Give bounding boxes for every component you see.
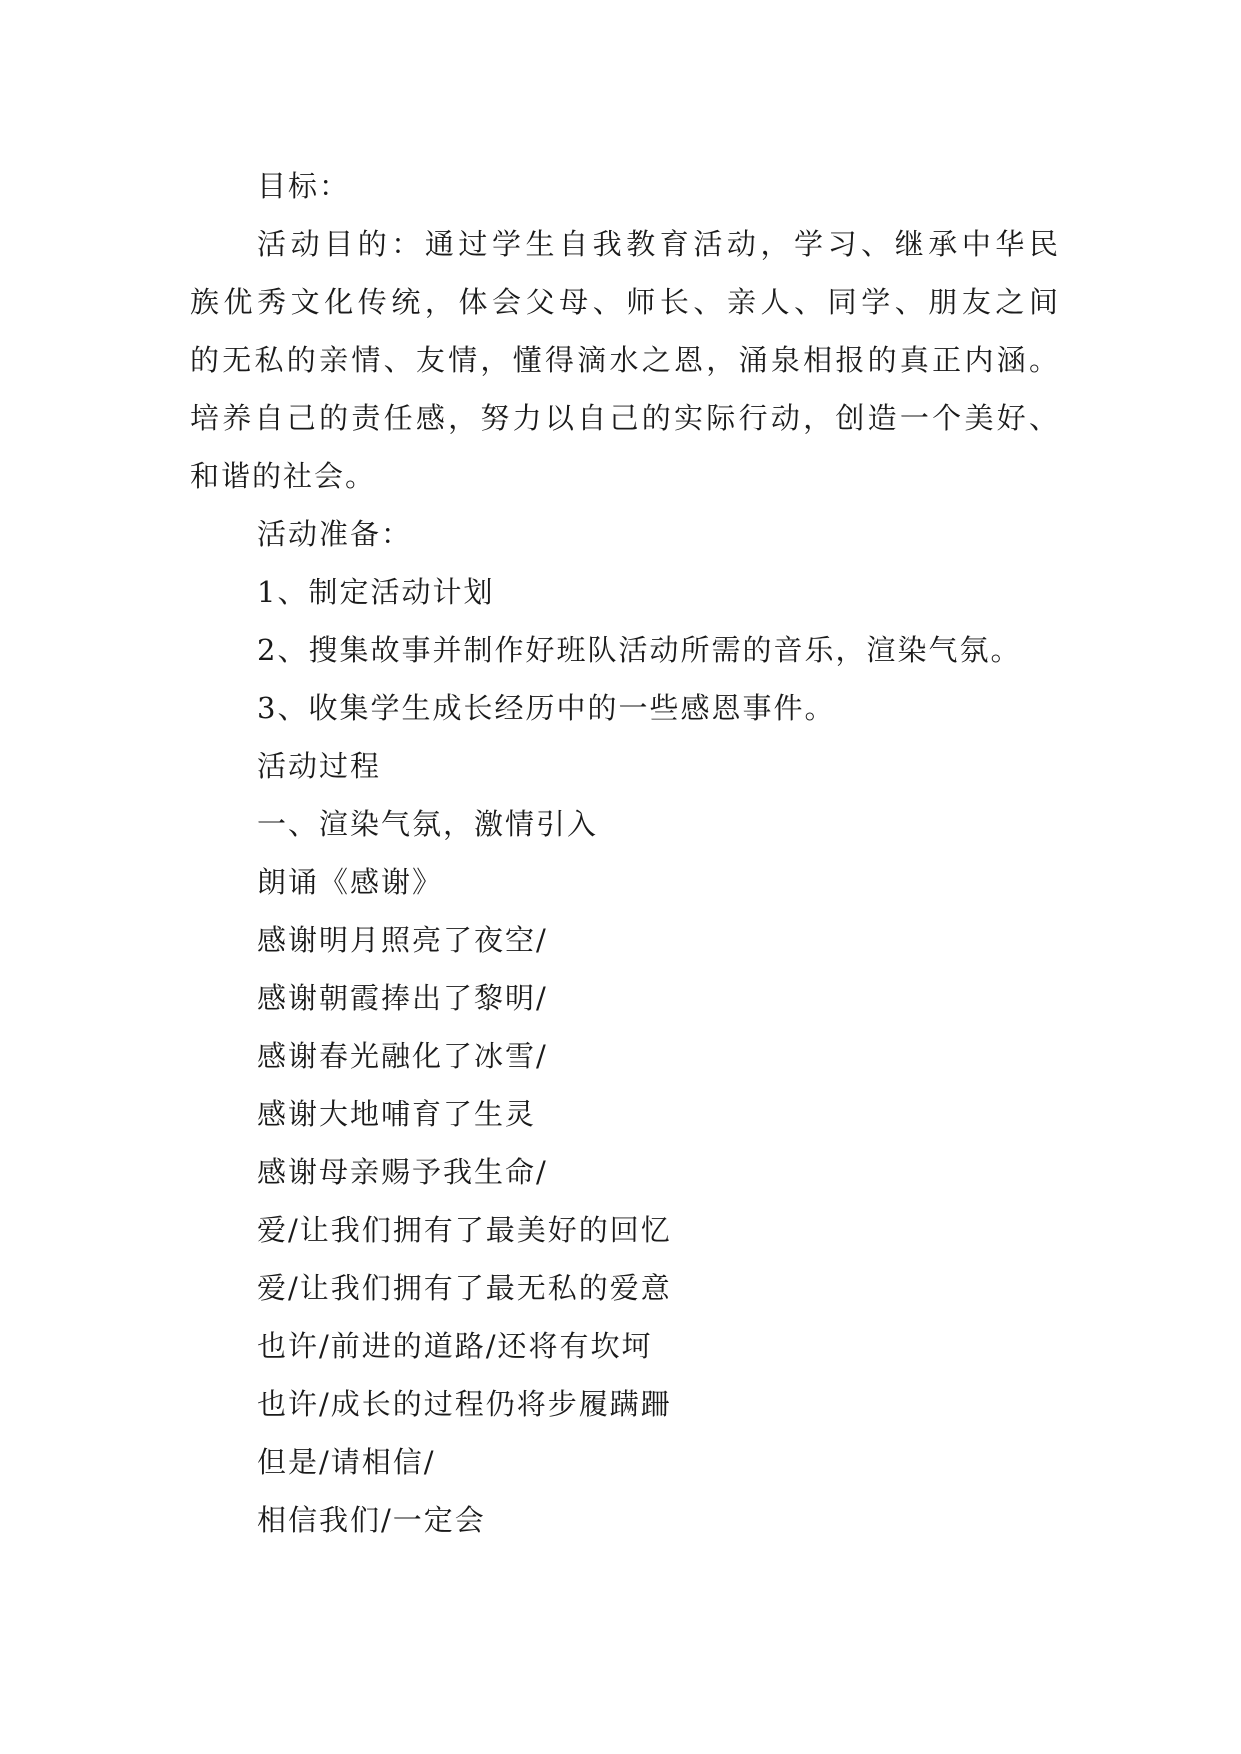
poem-line: 感谢明月照亮了夜空/ — [257, 923, 548, 957]
paragraph-line: 活动目的：通过学生自我教育活动，学习、继承中华民 — [257, 227, 1058, 261]
poem-line: 但是/请相信/ — [257, 1445, 436, 1479]
poem-line: 也许/成长的过程仍将步履蹒跚 — [257, 1387, 672, 1421]
paragraph-line: 和谐的社会。 — [190, 459, 377, 493]
poem-line: 爱/让我们拥有了最无私的爱意 — [257, 1271, 672, 1305]
list-item: 2、搜集故事并制作好班队活动所需的音乐，渲染气氛。 — [257, 633, 1022, 667]
list-item: 1、制定活动计划 — [257, 575, 495, 609]
paragraph-line: 的无私的亲情、友情，懂得滴水之恩，涌泉相报的真正内涵。 — [190, 343, 1058, 377]
poem-title: 朗诵《感谢》 — [257, 865, 444, 899]
poem-line: 感谢母亲赐予我生命/ — [257, 1155, 548, 1189]
heading-preparation: 活动准备： — [257, 517, 413, 551]
poem-line: 感谢春光融化了冰雪/ — [257, 1039, 548, 1073]
paragraph-line: 族优秀文化传统，体会父母、师长、亲人、同学、朋友之间 — [190, 285, 1058, 319]
poem-line: 相信我们/一定会 — [257, 1503, 486, 1537]
poem-line: 感谢朝霞捧出了黎明/ — [257, 981, 548, 1015]
poem-line: 感谢大地哺育了生灵 — [257, 1097, 537, 1131]
poem-line: 爱/让我们拥有了最美好的回忆 — [257, 1213, 672, 1247]
list-item: 3、收集学生成长经历中的一些感恩事件。 — [257, 691, 836, 725]
heading-process: 活动过程 — [257, 749, 382, 783]
section-heading: 一、渲染气氛，激情引入 — [257, 807, 599, 841]
poem-line: 也许/前进的道路/还将有坎坷 — [257, 1329, 653, 1363]
heading-goal: 目标： — [257, 169, 351, 203]
paragraph-line: 培养自己的责任感，努力以自己的实际行动，创造一个美好、 — [190, 401, 1058, 435]
